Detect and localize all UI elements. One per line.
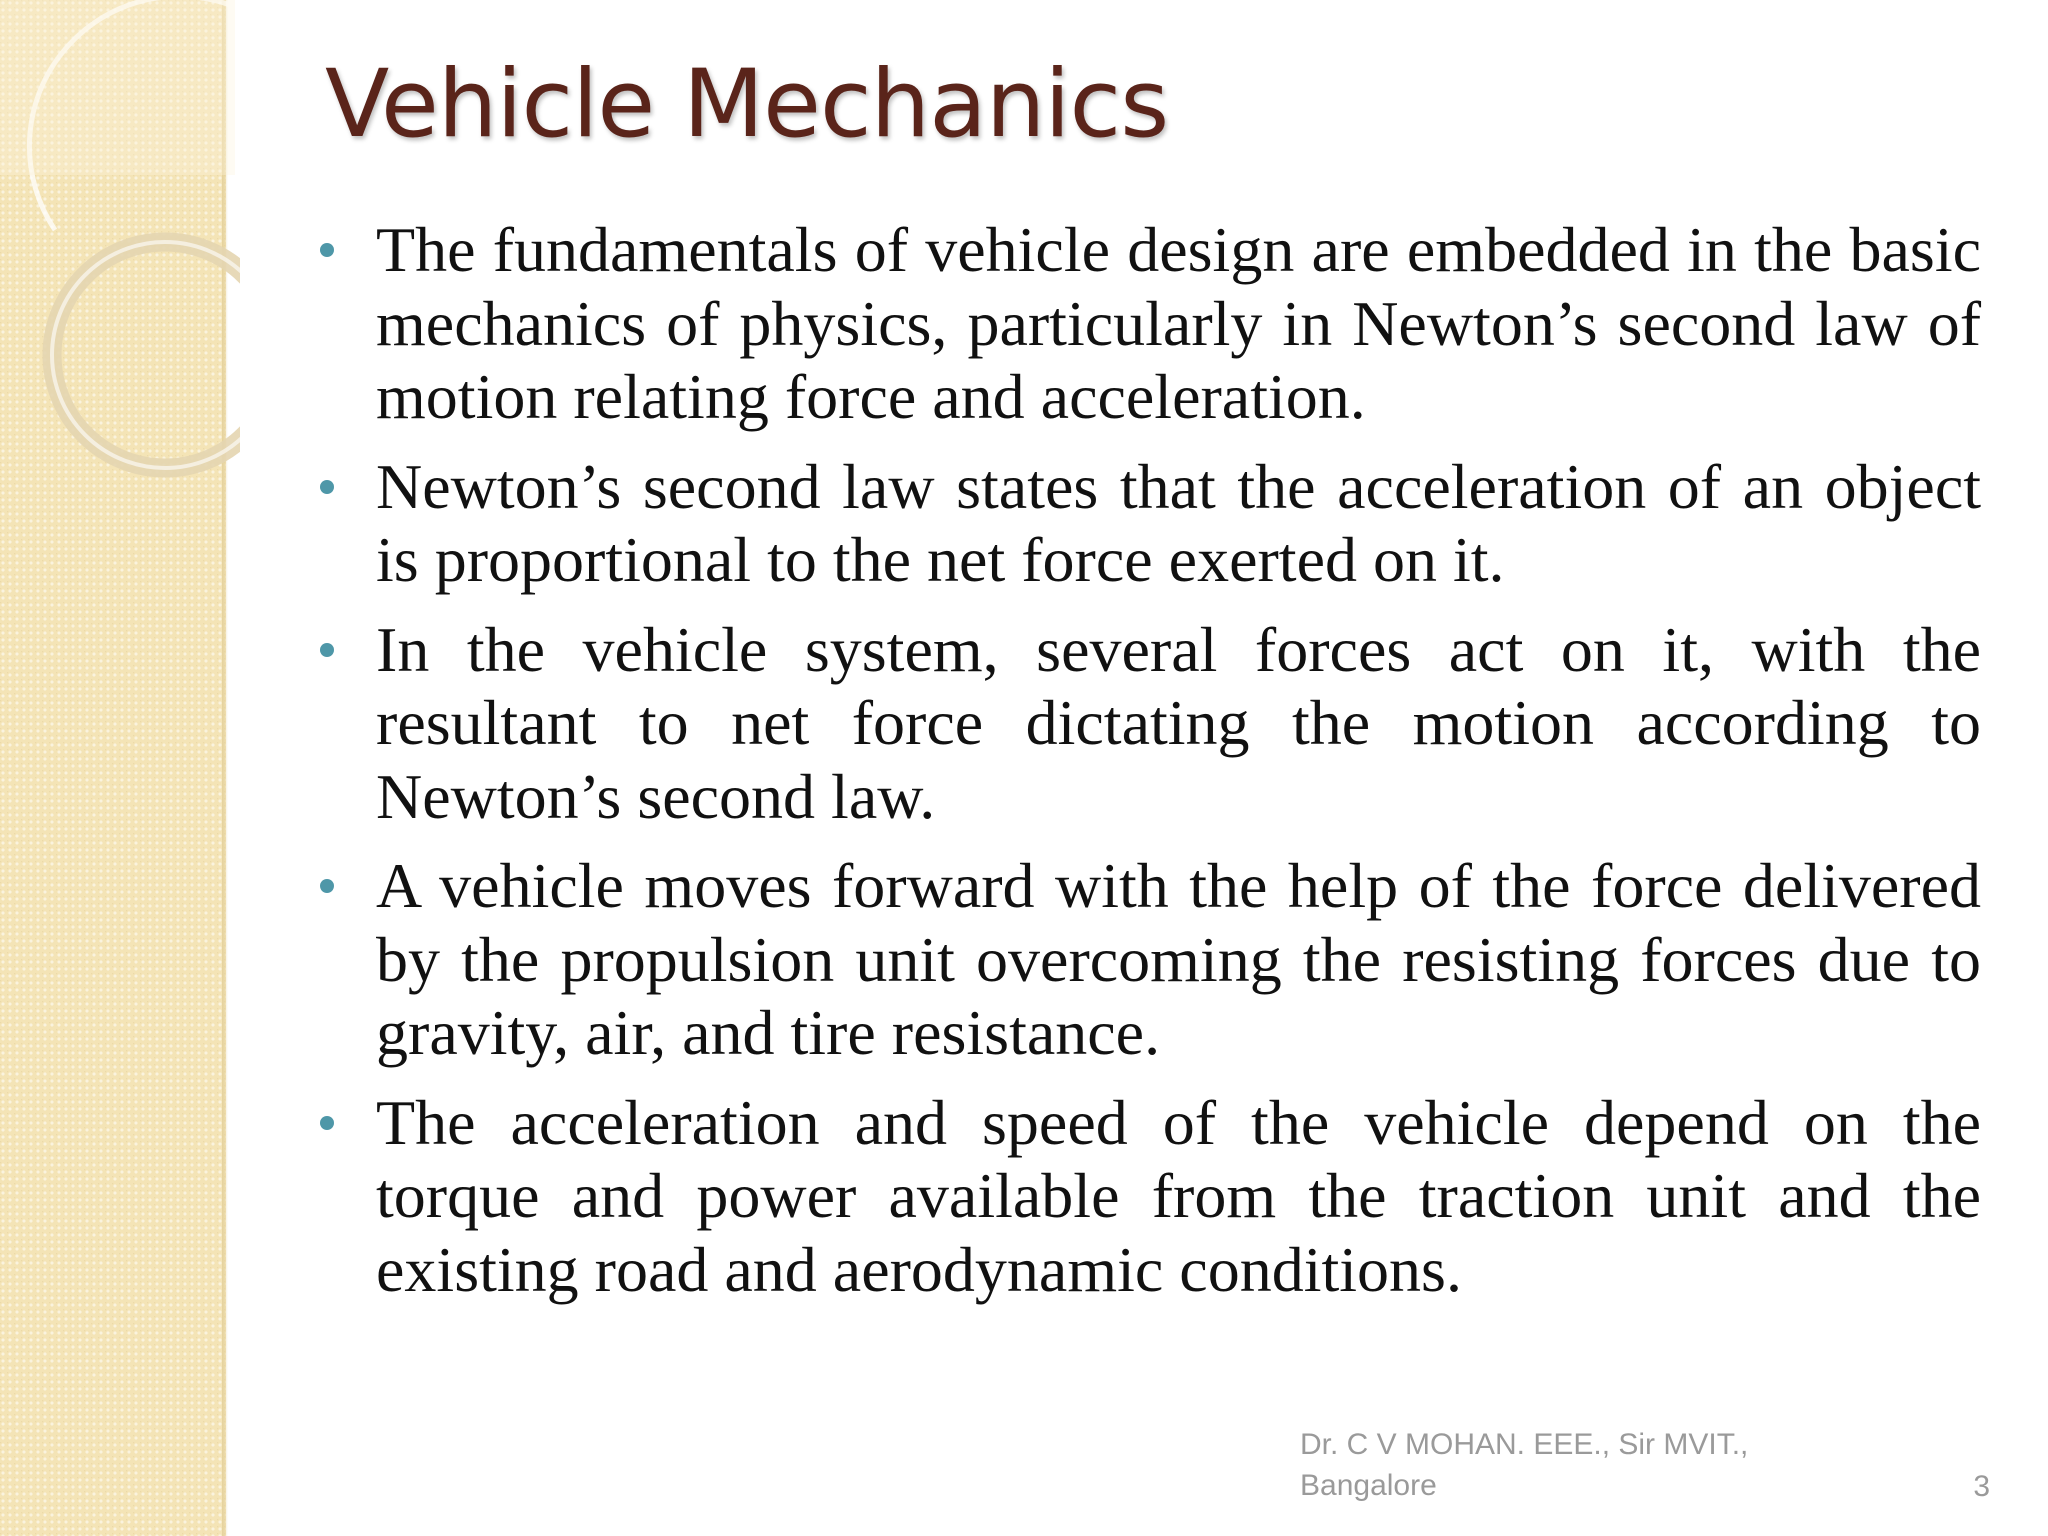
- bullet-item: [313, 613, 1981, 834]
- bullet-item: [313, 450, 1981, 597]
- bullet-dot-icon: [320, 480, 334, 494]
- decorative-rings: [0, 0, 240, 500]
- bullet-list: [313, 213, 1981, 1322]
- footer-location: Bangalore: [1300, 1469, 1437, 1502]
- slide-footer: [1300, 1424, 1820, 1506]
- bullet-text: A vehicle moves forward with the help of the force delivered by the propulsion unit overcoming the resisting forces due to gravity, air, and tire resistance.: [376, 850, 1981, 1068]
- bullet-dot-icon: [320, 879, 334, 893]
- bullet-dot-icon: [320, 243, 334, 257]
- page-number: 3: [1973, 1470, 1990, 1503]
- bullet-text: The fundamentals of vehicle design are embedded in the basic mechanics of physics, particularly in Newton’s second law of motion relating force and acceleration.: [376, 214, 1981, 432]
- bullet-text: Newton’s second law states that the acceleration of an object is proportional to the net force exerted on it.: [376, 450, 1981, 595]
- bullet-item: [313, 213, 1981, 434]
- bullet-dot-icon: [320, 1116, 334, 1130]
- footer-author: Dr. C V MOHAN. EEE., Sir MVIT.,: [1300, 1428, 1749, 1461]
- bullet-text: The acceleration and speed of the vehicle depend on the torque and power available from the traction unit and the existing road and aerodynamic conditions.: [376, 1086, 1981, 1305]
- bullet-text: In the vehicle system, several forces act on it, with the resultant to net force dictating the motion according to Newton’s second law.: [376, 613, 1981, 832]
- bullet-dot-icon: [320, 643, 334, 657]
- slide-title: Vehicle Mechanics: [325, 50, 1169, 159]
- bullet-item: [313, 1086, 1981, 1307]
- bullet-item: [313, 849, 1981, 1070]
